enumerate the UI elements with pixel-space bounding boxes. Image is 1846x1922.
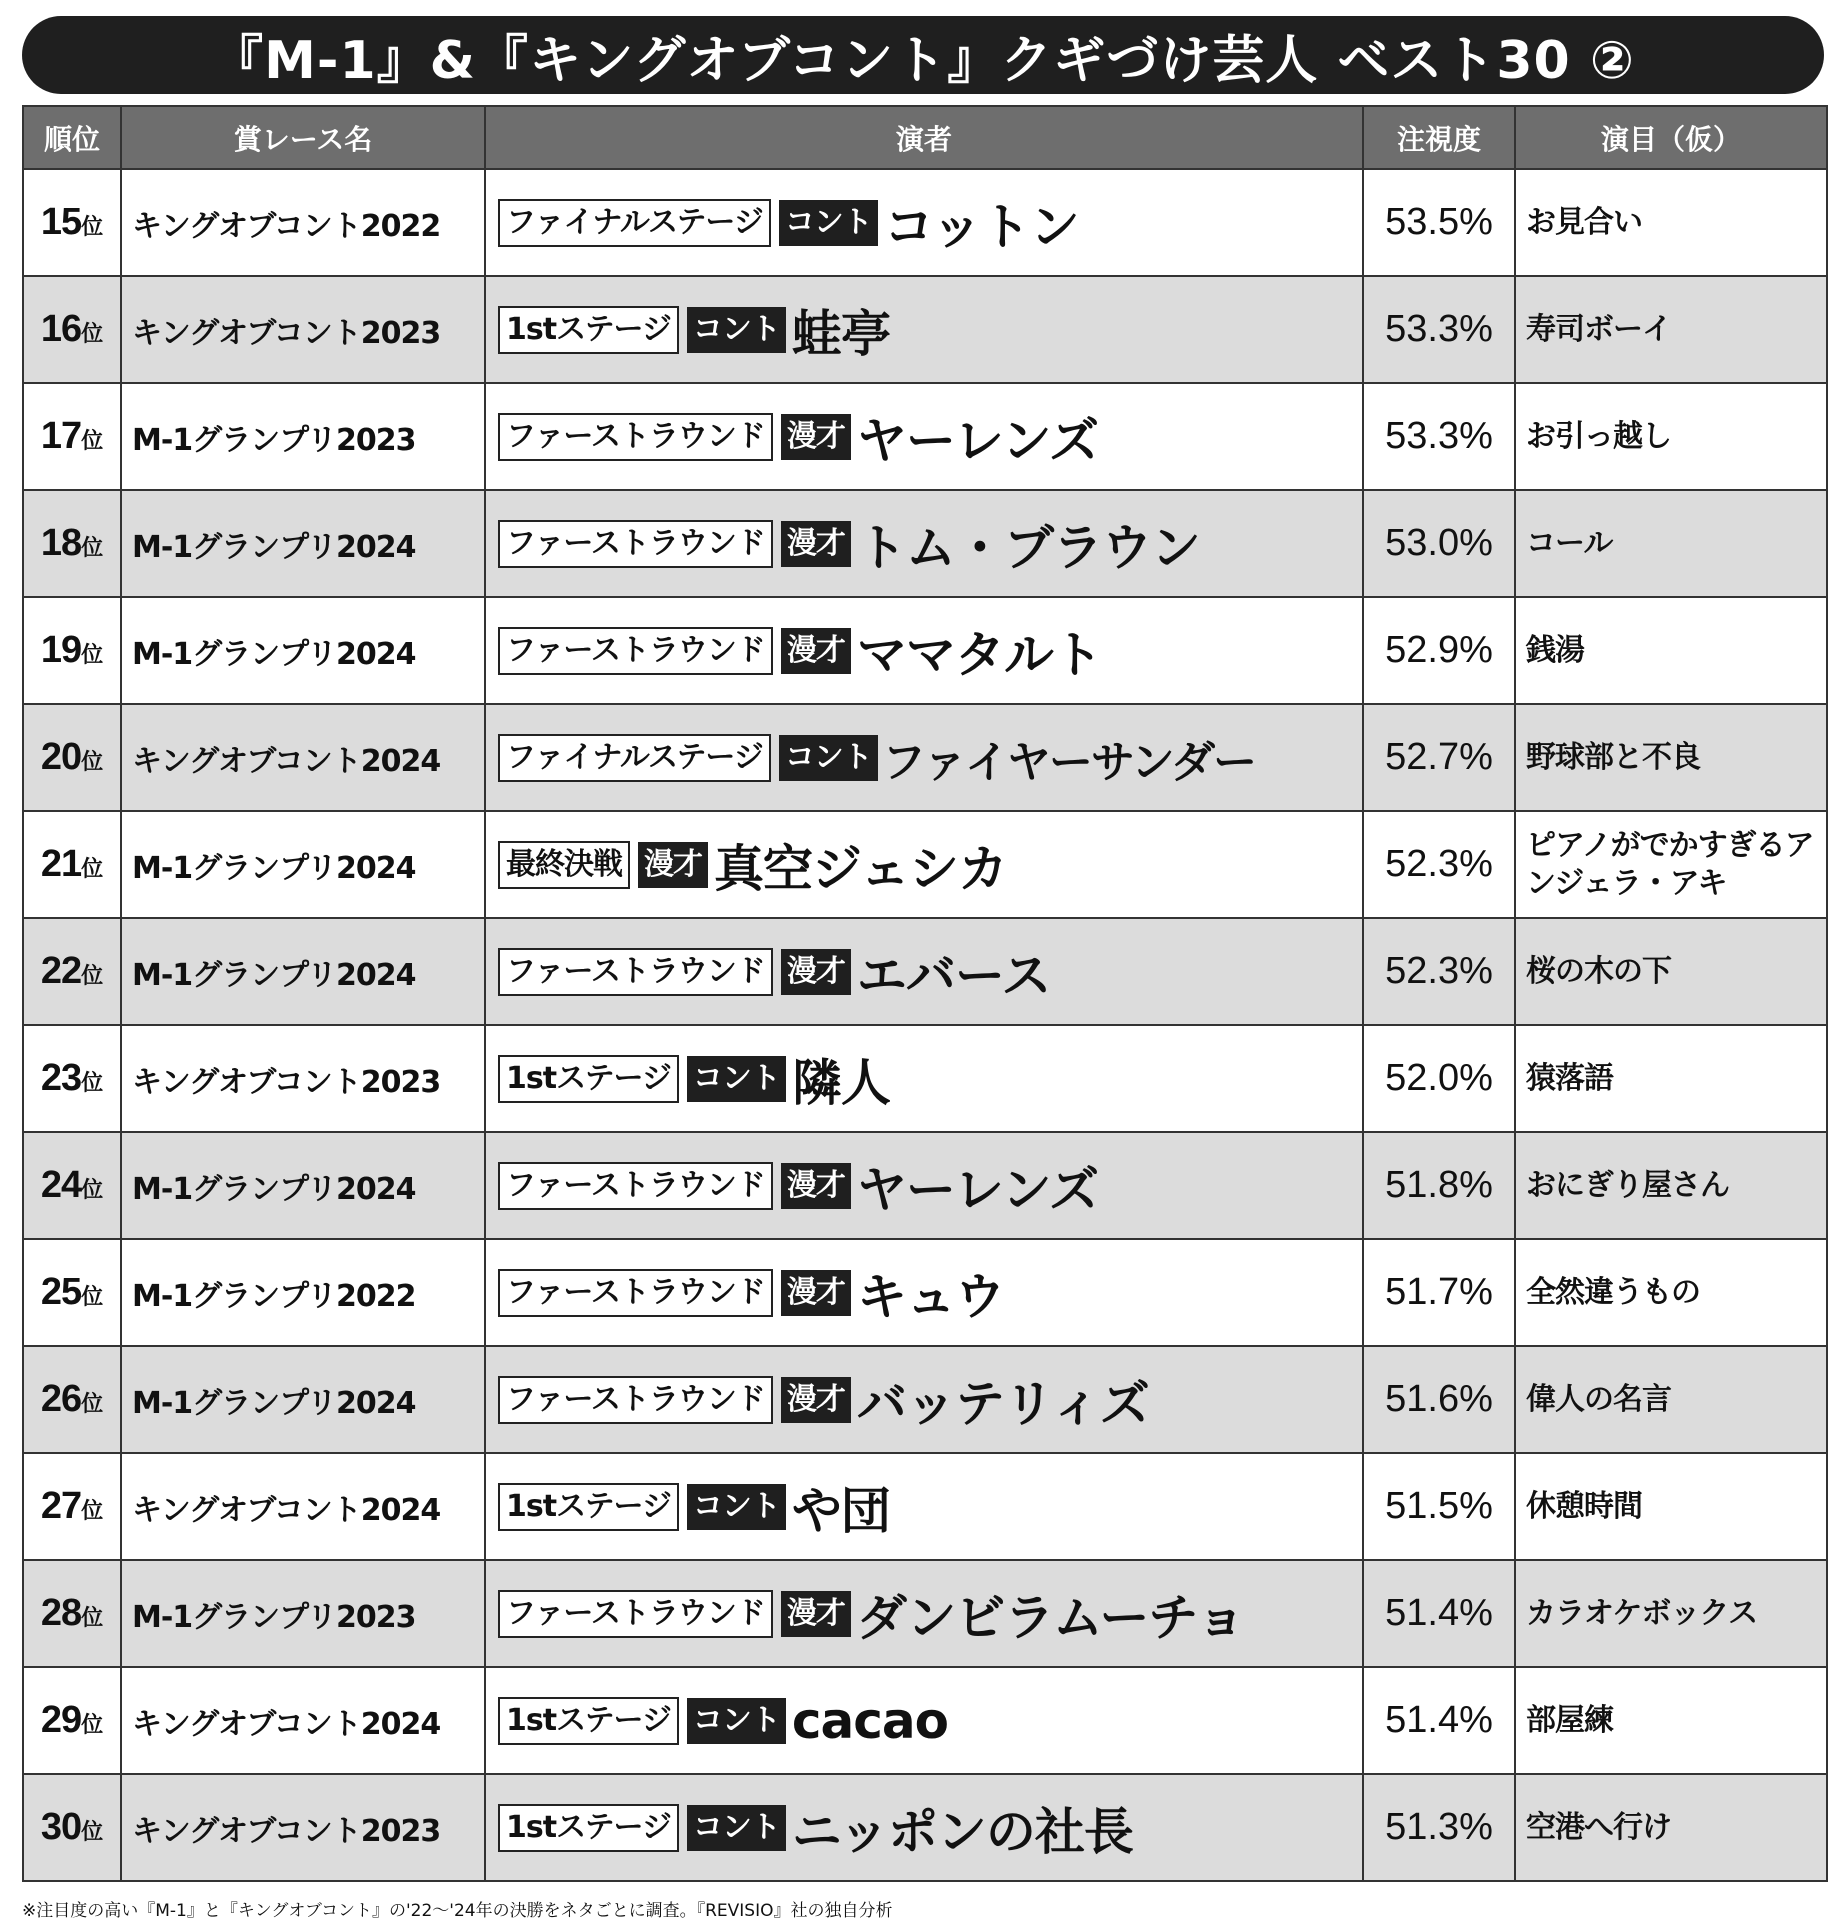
race-name: M-1グランプリ2024 xyxy=(121,811,485,918)
rating-value: 53.5% xyxy=(1363,169,1515,276)
race-name: キングオブコント2023 xyxy=(121,1025,485,1132)
rank-number: 17 xyxy=(40,415,82,457)
rank-number: 30 xyxy=(40,1806,82,1848)
performer-name: や団 xyxy=(791,1481,890,1540)
genre-badge: コント xyxy=(687,1698,786,1744)
stage-label: 1stステージ xyxy=(498,306,679,354)
rating-value: 53.3% xyxy=(1363,383,1515,490)
genre-badge: コント xyxy=(687,1805,786,1851)
rank-unit: 位 xyxy=(81,964,104,989)
genre-badge: コント xyxy=(687,1484,786,1530)
footnote: ※注目度の高い『M-1』と『キングオブコント』の'22〜'24年の決勝をネタごとに調査。『REVISIO』社の独自分析 xyxy=(22,1901,893,1921)
rank-cell xyxy=(23,1025,121,1132)
table-row xyxy=(23,1667,1827,1774)
race-name: M-1グランプリ2024 xyxy=(121,490,485,597)
performer-name: 真空ジェシカ xyxy=(714,839,1007,898)
rank-cell xyxy=(23,490,121,597)
performer-name: ダンビラムーチョ xyxy=(856,1588,1245,1647)
stage-label: ファーストラウンド xyxy=(498,627,773,675)
rating-value: 52.7% xyxy=(1363,704,1515,811)
table-row xyxy=(23,490,1827,597)
race-name: M-1グランプリ2024 xyxy=(121,597,485,704)
table-row xyxy=(23,1346,1827,1453)
rank-unit: 位 xyxy=(81,750,104,775)
rating-value: 53.3% xyxy=(1363,276,1515,383)
race-name: キングオブコント2022 xyxy=(121,169,485,276)
performer-name: 隣人 xyxy=(791,1053,890,1112)
performer-cell xyxy=(485,597,1363,704)
stage-label: ファイナルステージ xyxy=(498,734,771,782)
performer-name: cacao xyxy=(791,1691,948,1750)
rank-number: 19 xyxy=(40,629,82,671)
genre-badge: 漫才 xyxy=(781,414,851,460)
performer-name: ファイヤーサンダー xyxy=(881,736,1255,788)
rank-cell xyxy=(23,1560,121,1667)
genre-badge: 漫才 xyxy=(638,842,708,888)
rank-unit: 位 xyxy=(81,1071,104,1096)
performer-cell xyxy=(485,1667,1363,1774)
rank-number: 15 xyxy=(40,201,82,243)
ranking-table xyxy=(22,105,1828,1882)
rank-cell xyxy=(23,169,121,276)
rank-cell xyxy=(23,1239,121,1346)
genre-badge: コント xyxy=(779,200,878,246)
stage-label: ファイナルステージ xyxy=(498,199,771,247)
stage-label: 1stステージ xyxy=(498,1804,679,1852)
rating-value: 51.3% xyxy=(1363,1774,1515,1881)
rank-cell xyxy=(23,1346,121,1453)
table-row xyxy=(23,276,1827,383)
performer-cell xyxy=(485,1239,1363,1346)
performer-cell xyxy=(485,1453,1363,1560)
stage-label: 最終決戦 xyxy=(498,841,630,889)
stage-label: ファーストラウンド xyxy=(498,520,773,568)
table-row xyxy=(23,704,1827,811)
piece-title: 空港へ行け xyxy=(1515,1774,1827,1881)
rating-value: 52.0% xyxy=(1363,1025,1515,1132)
rank-unit: 位 xyxy=(81,1178,104,1203)
stage-label: 1stステージ xyxy=(498,1697,679,1745)
genre-badge: 漫才 xyxy=(781,521,851,567)
performer-cell xyxy=(485,811,1363,918)
rank-number: 18 xyxy=(40,522,82,564)
piece-title: おにぎり屋さん xyxy=(1515,1132,1827,1239)
performer-cell xyxy=(485,383,1363,490)
race-name: キングオブコント2023 xyxy=(121,1774,485,1881)
piece-title: お引っ越し xyxy=(1515,383,1827,490)
piece-title: お見合い xyxy=(1515,169,1827,276)
rating-value: 51.6% xyxy=(1363,1346,1515,1453)
rating-value: 51.4% xyxy=(1363,1667,1515,1774)
rank-unit: 位 xyxy=(81,1285,104,1310)
table-row xyxy=(23,169,1827,276)
rating-value: 51.5% xyxy=(1363,1453,1515,1560)
table-row xyxy=(23,918,1827,1025)
rank-number: 24 xyxy=(40,1164,82,1206)
genre-badge: コント xyxy=(687,1056,786,1102)
header-rating: 注視度 xyxy=(1363,106,1515,169)
race-name: M-1グランプリ2023 xyxy=(121,383,485,490)
performer-name: コットン xyxy=(883,197,1079,256)
rating-value: 51.7% xyxy=(1363,1239,1515,1346)
genre-badge: 漫才 xyxy=(781,1270,851,1316)
performer-name: ママタルト xyxy=(856,625,1102,684)
rank-unit: 位 xyxy=(81,1499,104,1524)
rank-unit: 位 xyxy=(81,857,104,882)
performer-cell xyxy=(485,1132,1363,1239)
rating-value: 52.3% xyxy=(1363,918,1515,1025)
performer-cell xyxy=(485,169,1363,276)
table-row xyxy=(23,383,1827,490)
stage-label: ファーストラウンド xyxy=(498,1590,773,1638)
piece-title: 野球部と不良 xyxy=(1515,704,1827,811)
rating-value: 53.0% xyxy=(1363,490,1515,597)
rating-value: 52.3% xyxy=(1363,811,1515,918)
performer-cell xyxy=(485,918,1363,1025)
piece-title: 休憩時間 xyxy=(1515,1453,1827,1560)
race-name: キングオブコント2024 xyxy=(121,1453,485,1560)
rank-number: 22 xyxy=(40,950,82,992)
stage-label: ファーストラウンド xyxy=(498,1376,773,1424)
rank-unit: 位 xyxy=(81,215,104,240)
rank-unit: 位 xyxy=(81,643,104,668)
race-name: M-1グランプリ2023 xyxy=(121,1560,485,1667)
genre-badge: 漫才 xyxy=(781,949,851,995)
race-name: キングオブコント2023 xyxy=(121,276,485,383)
performer-name: 蛙亭 xyxy=(791,304,890,363)
performer-name: ヤーレンズ xyxy=(856,1160,1099,1219)
performer-cell xyxy=(485,1560,1363,1667)
piece-title: 桜の木の下 xyxy=(1515,918,1827,1025)
header-race: 賞レース名 xyxy=(121,106,485,169)
stage-label: 1stステージ xyxy=(498,1055,679,1103)
stage-label: ファーストラウンド xyxy=(498,1162,773,1210)
piece-title: 寿司ボーイ xyxy=(1515,276,1827,383)
stage-label: 1stステージ xyxy=(498,1483,679,1531)
race-name: M-1グランプリ2024 xyxy=(121,1132,485,1239)
performer-cell xyxy=(485,1025,1363,1132)
performer-cell xyxy=(485,1346,1363,1453)
table-row xyxy=(23,1239,1827,1346)
rank-cell xyxy=(23,383,121,490)
stage-label: ファーストラウンド xyxy=(498,413,773,461)
table-row xyxy=(23,1025,1827,1132)
race-name: キングオブコント2024 xyxy=(121,704,485,811)
piece-title: 部屋練 xyxy=(1515,1667,1827,1774)
stage-label: ファーストラウンド xyxy=(498,1269,773,1317)
table-row xyxy=(23,1453,1827,1560)
header-performer: 演者 xyxy=(485,106,1363,169)
race-name: M-1グランプリ2024 xyxy=(121,1346,485,1453)
header-piece: 演目（仮） xyxy=(1515,106,1827,169)
rank-cell xyxy=(23,1667,121,1774)
rank-unit: 位 xyxy=(81,1392,104,1417)
race-name: M-1グランプリ2024 xyxy=(121,918,485,1025)
rank-number: 28 xyxy=(40,1592,82,1634)
piece-title: カラオケボックス xyxy=(1515,1560,1827,1667)
piece-title: 猿落語 xyxy=(1515,1025,1827,1132)
table-row xyxy=(23,597,1827,704)
genre-badge: 漫才 xyxy=(781,1591,851,1637)
race-name: キングオブコント2024 xyxy=(121,1667,485,1774)
rating-value: 51.8% xyxy=(1363,1132,1515,1239)
rank-number: 27 xyxy=(40,1485,82,1527)
rank-unit: 位 xyxy=(81,1606,104,1631)
piece-title: コール xyxy=(1515,490,1827,597)
rank-number: 20 xyxy=(40,736,82,778)
rank-number: 16 xyxy=(40,308,82,350)
performer-name: バッテリィズ xyxy=(856,1374,1149,1433)
rank-cell xyxy=(23,811,121,918)
table-row xyxy=(23,811,1827,918)
performer-cell xyxy=(485,490,1363,597)
rank-cell xyxy=(23,1774,121,1881)
genre-badge: 漫才 xyxy=(781,628,851,674)
table-row xyxy=(23,1774,1827,1881)
performer-name: キュウ xyxy=(856,1267,1004,1326)
rank-number: 21 xyxy=(40,843,82,885)
rank-number: 26 xyxy=(40,1378,82,1420)
header-rank: 順位 xyxy=(23,106,121,169)
page-title: 『M-1』&『キングオブコント』クギづけ芸人 ベスト30 ② xyxy=(22,16,1824,94)
rank-cell xyxy=(23,1132,121,1239)
performer-name: ヤーレンズ xyxy=(856,411,1099,470)
piece-title: 銭湯 xyxy=(1515,597,1827,704)
rank-unit: 位 xyxy=(81,429,104,454)
rank-unit: 位 xyxy=(81,1713,104,1738)
performer-name: エバース xyxy=(856,946,1051,1005)
rank-unit: 位 xyxy=(81,536,104,561)
rating-value: 52.9% xyxy=(1363,597,1515,704)
performer-name: トム・ブラウン xyxy=(856,518,1200,577)
rank-unit: 位 xyxy=(81,1820,104,1845)
rating-value: 51.4% xyxy=(1363,1560,1515,1667)
rank-number: 23 xyxy=(40,1057,82,1099)
rank-cell xyxy=(23,597,121,704)
rank-unit: 位 xyxy=(81,322,104,347)
genre-badge: 漫才 xyxy=(781,1163,851,1209)
rank-cell xyxy=(23,276,121,383)
genre-badge: 漫才 xyxy=(781,1377,851,1423)
table-row xyxy=(23,1560,1827,1667)
rank-cell xyxy=(23,1453,121,1560)
rank-cell xyxy=(23,918,121,1025)
race-name: M-1グランプリ2022 xyxy=(121,1239,485,1346)
performer-cell xyxy=(485,276,1363,383)
rank-number: 29 xyxy=(40,1699,82,1741)
genre-badge: コント xyxy=(779,735,878,781)
stage-label: ファーストラウンド xyxy=(498,948,773,996)
performer-name: ニッポンの社長 xyxy=(791,1802,1133,1861)
genre-badge: コント xyxy=(687,307,786,353)
piece-title: 偉人の名言 xyxy=(1515,1346,1827,1453)
performer-cell xyxy=(485,704,1363,811)
table-header-row xyxy=(23,106,1827,169)
piece-title: 全然違うもの xyxy=(1515,1239,1827,1346)
rank-cell xyxy=(23,704,121,811)
performer-cell xyxy=(485,1774,1363,1881)
rank-number: 25 xyxy=(40,1271,82,1313)
piece-title: ピアノがでかすぎるアンジェラ・アキ xyxy=(1515,811,1827,918)
table-body xyxy=(23,169,1827,1881)
table-row xyxy=(23,1132,1827,1239)
